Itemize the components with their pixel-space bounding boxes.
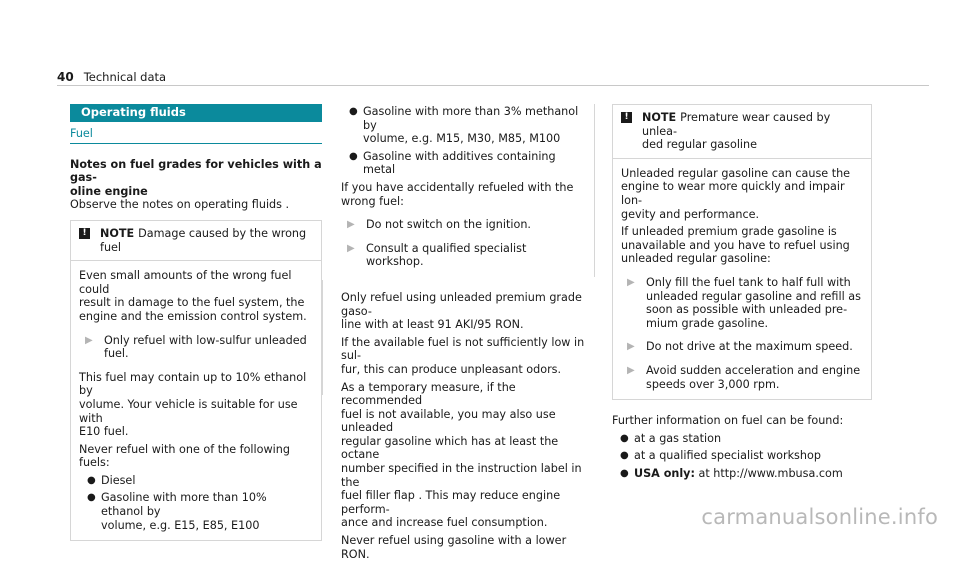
- list-item: [79, 491, 311, 532]
- list-item-text: at a qualified specialist workshop: [634, 449, 821, 463]
- list-item: [341, 105, 586, 146]
- warning-icon: !: [621, 112, 632, 123]
- intro-text: Observe the notes on operating fluids .: [70, 198, 290, 212]
- note-paragraph: Even small amounts of the wrong fuel could result in damage to the fuel system, the engine and the emission control system.: [79, 269, 307, 323]
- further-info-text: Further information on fuel can be found:: [612, 414, 844, 428]
- note-box-continuation-line: [322, 280, 323, 395]
- bullet-icon: ●: [620, 432, 629, 444]
- subsection-title: Fuel: [70, 127, 93, 140]
- list-item: [612, 467, 872, 481]
- play-arrow-icon: ▶: [85, 334, 93, 346]
- note-paragraph: Never refuel with one of the following fuels:: [79, 442, 290, 470]
- step-text: Only fill the fuel tank to half full with unleaded regular gasoline and refill as soon as possible with unleaded pre- mium grade gasoline.: [646, 275, 861, 330]
- note-continuation: [341, 104, 595, 277]
- page-title: Technical data: [83, 70, 167, 84]
- bullet-icon: ●: [87, 474, 96, 486]
- page-number: 40: [57, 70, 74, 84]
- list-item-text: Gasoline with more than 10% ethanol by volume, e.g. E15, E85, E100: [101, 491, 267, 532]
- instruction-step: [621, 276, 861, 330]
- header-divider: [57, 85, 929, 86]
- paragraph: Never refuel using gasoline with a lower RON.: [341, 534, 567, 561]
- step-text: Consult a qualified specialist workshop.: [366, 241, 527, 269]
- note-label: NOTE: [642, 111, 677, 124]
- watermark-text: carmanualsonline.info: [701, 505, 938, 530]
- column-3: [612, 104, 872, 480]
- note-paragraph: Unleaded regular gasoline can cause the engine to wear more quickly and impair lon- gevity and performance.: [621, 166, 851, 221]
- note-title: Premature wear caused by unlea- ded regular gasoline: [642, 111, 831, 152]
- step-text: Only refuel with low-sulfur unleaded fuel.: [104, 333, 307, 361]
- list-item: [612, 449, 872, 463]
- section-title: Operating fluids: [70, 104, 322, 122]
- bullet-icon: ●: [349, 150, 358, 162]
- note-paragraph: If you have accidentally refueled with the wrong fuel:: [341, 180, 574, 208]
- step-text: Do not switch on the ignition.: [366, 218, 531, 232]
- note-header: [71, 221, 321, 260]
- bullet-icon: ●: [620, 450, 629, 462]
- warning-icon: !: [79, 228, 90, 239]
- note-title: Damage caused by the wrong fuel: [100, 226, 307, 254]
- list-item-text: Gasoline with more than 3% methanol by volume, e.g. M15, M30, M85, M100: [363, 105, 579, 146]
- list-item-text: Diesel: [101, 473, 136, 487]
- list-item: [612, 432, 872, 446]
- instruction-step: [341, 218, 586, 232]
- paragraph: Only refuel using unleaded premium grade gaso- line with at least 91 AKI/95 RON.: [341, 290, 582, 332]
- note-box-premature-wear: [612, 104, 872, 400]
- fuel-grade-heading: Notes on fuel grades for vehicles with a gas- oline engine: [70, 157, 322, 198]
- note-body: [613, 158, 871, 399]
- paragraph: As a temporary measure, if the recommended fuel is not available, you may also use unleaded regular gasoline which has at least the octane number specified in the instruction label in the fuel filler flap . This may reduce engine perform- ance and increase fuel consumption.: [341, 380, 582, 530]
- play-arrow-icon: ▶: [627, 276, 635, 288]
- subsection-divider: [70, 143, 322, 144]
- play-arrow-icon: ▶: [627, 341, 635, 353]
- bullet-icon: ●: [349, 106, 358, 117]
- note-header: [613, 105, 871, 158]
- step-text: Do not drive at the maximum speed.: [646, 340, 853, 354]
- instruction-step: [79, 334, 311, 361]
- column-1: [70, 104, 322, 541]
- list-item-text: Gasoline with additives containing metal: [363, 149, 556, 177]
- paragraph: If the available fuel is not sufficiently low in sul- fur, this can produce unpleasant odors.: [341, 335, 585, 376]
- play-arrow-icon: ▶: [627, 364, 635, 376]
- list-item: [341, 150, 586, 177]
- note-body: [71, 260, 321, 540]
- note-paragraph: This fuel may contain up to 10% ethanol by volume. Your vehicle is suitable for use with E10 fuel.: [79, 370, 307, 439]
- instruction-step: [341, 242, 586, 269]
- usa-only-label: USA only:: [634, 466, 695, 480]
- bullet-icon: ●: [620, 467, 629, 479]
- list-item-text: at a gas station: [634, 431, 722, 445]
- play-arrow-icon: ▶: [347, 219, 355, 231]
- page-header: [57, 71, 166, 85]
- instruction-step: [621, 364, 861, 391]
- website-link[interactable]: at http://www.mbusa.com: [694, 466, 843, 480]
- bullet-icon: ●: [87, 492, 96, 504]
- instruction-step: [621, 340, 861, 354]
- column-2: [341, 104, 595, 561]
- play-arrow-icon: ▶: [347, 242, 355, 254]
- note-label: NOTE: [100, 226, 135, 240]
- note-box-wrong-fuel: [70, 220, 322, 541]
- note-paragraph: If unleaded premium grade gasoline is unavailable and you have to refuel using unleaded regular gasoline:: [621, 225, 850, 266]
- list-item: [79, 474, 311, 488]
- step-text: Avoid sudden acceleration and engine speeds over 3,000 rpm.: [646, 363, 861, 391]
